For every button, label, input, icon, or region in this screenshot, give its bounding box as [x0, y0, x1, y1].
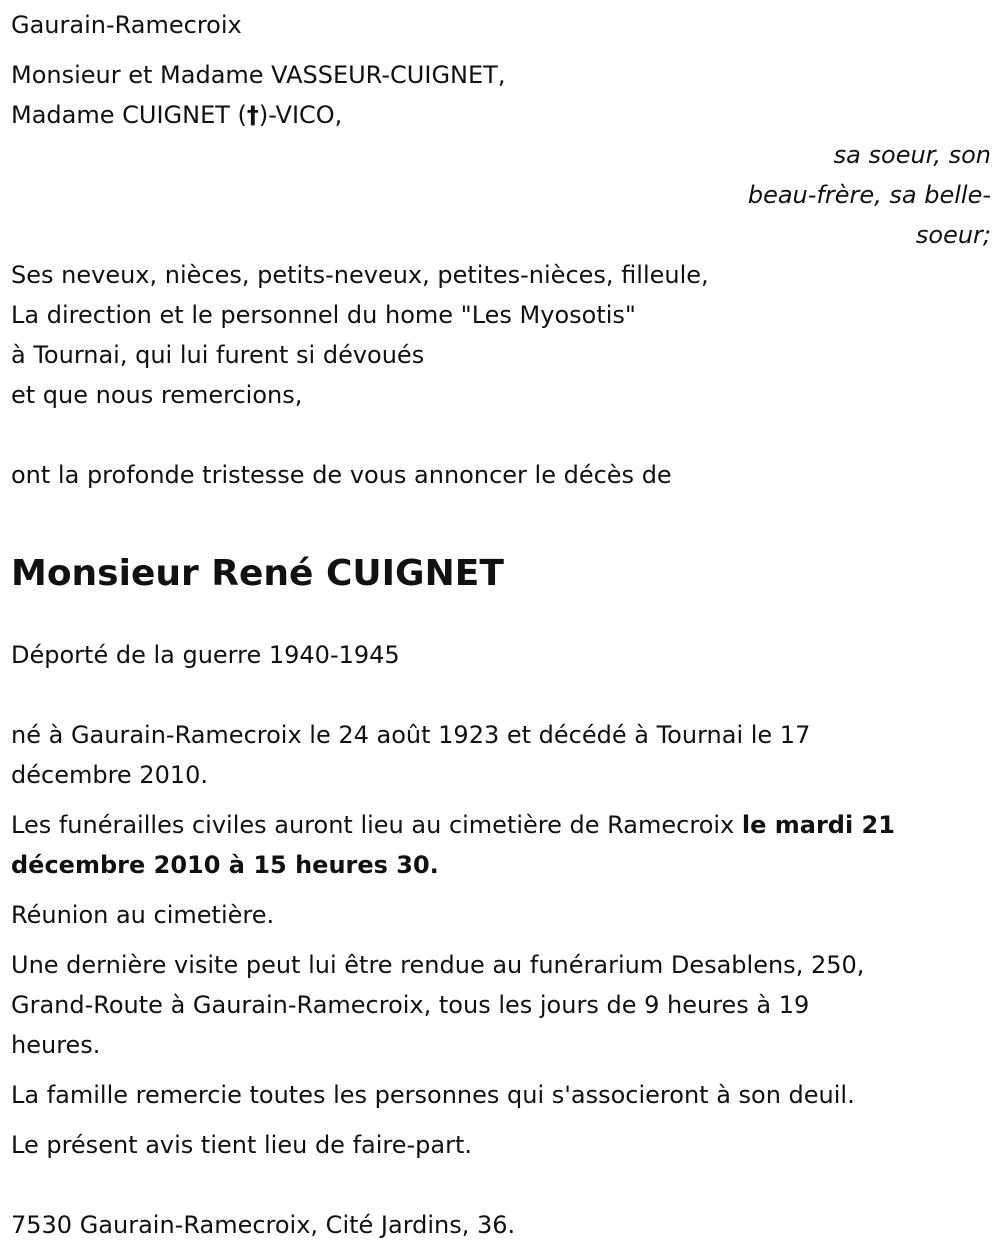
relatives-line-1: Ses neveux, nièces, petits-neveux, petites-nièces, filleule, — [11, 261, 709, 289]
locality-text: Gaurain-Ramecroix — [11, 11, 242, 39]
birth-death-block — [11, 715, 991, 795]
relatives-line-2: La direction et le personnel du home "Les Myosotis" — [11, 301, 636, 329]
visit-line-1: Une dernière visite peut lui être rendue au funérarium Desablens, 250, — [11, 951, 865, 979]
visit-block — [11, 945, 991, 1065]
relatives-line-4: et que nous remercions, — [11, 381, 303, 409]
relatives-block — [11, 255, 991, 415]
notice-statement — [11, 1125, 991, 1165]
address-text: 7530 Gaurain-Ramecroix, Cité Jardins, 36. — [11, 1211, 516, 1239]
family-line-1: Monsieur et Madame VASSEUR-CUIGNET, — [11, 61, 506, 89]
meeting — [11, 895, 991, 935]
relatives-line-3: à Tournai, qui lui furent si dévoués — [11, 341, 425, 369]
birth-death-line-2: décembre 2010. — [11, 761, 209, 789]
locality — [11, 5, 991, 45]
funeral-block — [11, 805, 991, 885]
announcement-text: ont la profonde tristesse de vous annoncer le décès de — [11, 461, 672, 489]
announcement — [11, 455, 991, 495]
visit-line-3: heures. — [11, 1031, 101, 1059]
obituary-notice — [11, 5, 991, 1245]
funeral-date-start: le mardi 21 — [741, 811, 895, 839]
address — [11, 1205, 991, 1245]
deceased-title — [11, 635, 991, 675]
meeting-text: Réunion au cimetière. — [11, 901, 275, 929]
visit-line-2: Grand-Route à Gaurain-Ramecroix, tous les jours de 9 heures à 19 — [11, 991, 810, 1019]
funeral-line-1 — [11, 805, 991, 845]
cross-icon: † — [246, 101, 259, 129]
family-block — [11, 55, 991, 135]
family-line-2-start: Madame CUIGNET ( — [11, 101, 247, 129]
birth-death-line-1: né à Gaurain-Ramecroix le 24 août 1923 et décédé à Tournai le 17 — [11, 721, 811, 749]
relationship-line-1: sa soeur, son — [833, 141, 991, 169]
notice-statement-text: Le présent avis tient lieu de faire-part. — [11, 1131, 473, 1159]
funeral-line-2: décembre 2010 à 15 heures 30. — [11, 851, 439, 879]
deceased-name: Monsieur René CUIGNET — [11, 553, 504, 594]
deceased-title-text: Déporté de la guerre 1940-1945 — [11, 641, 400, 669]
funeral-text: Les funérailles civiles auront lieu au cimetière de Ramecroix — [11, 811, 742, 839]
family-line-2-end: )-VICO, — [258, 101, 343, 129]
thanks-text: La famille remercie toutes les personnes qui s'associeront à son deuil. — [11, 1081, 855, 1109]
thanks — [11, 1075, 991, 1115]
relationship-line-2: beau-frère, sa belle- — [747, 181, 991, 209]
relationship-line-3: soeur; — [915, 221, 991, 249]
relationship-block — [11, 135, 991, 255]
family-line-2 — [11, 95, 991, 135]
